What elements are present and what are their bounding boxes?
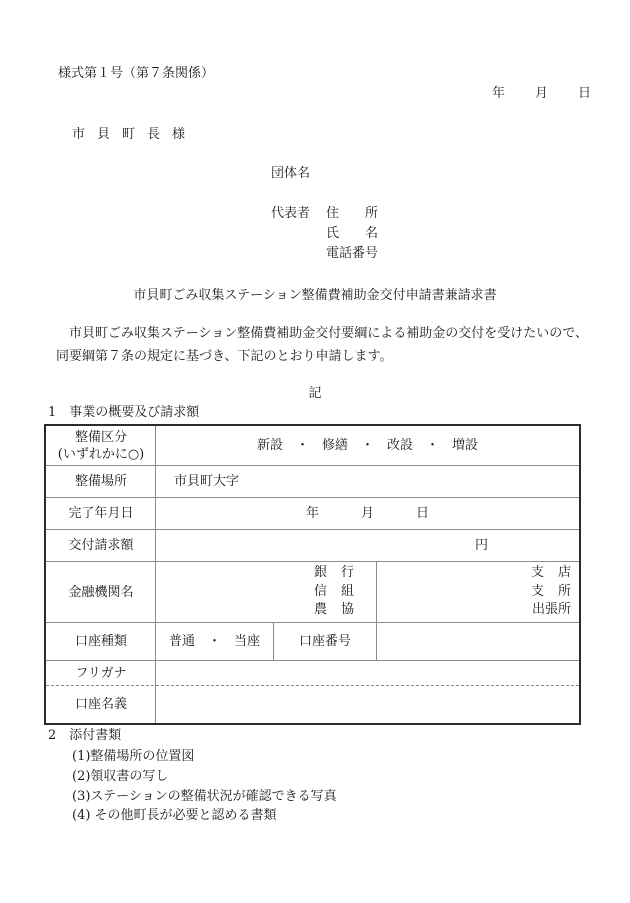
bank-type-list bbox=[314, 564, 354, 620]
branch-type-branch: 支 店 bbox=[531, 565, 571, 581]
attachment-item: (4) その他町長が必要と認める書類 bbox=[72, 808, 277, 823]
project-table bbox=[44, 424, 581, 725]
date-year: 年 bbox=[492, 86, 506, 101]
address-label-a: 住 bbox=[326, 206, 340, 221]
bank-type-ja: 農 協 bbox=[314, 602, 354, 618]
amount-field[interactable] bbox=[156, 530, 579, 561]
account-name-field[interactable] bbox=[156, 686, 579, 723]
completion-day: 日 bbox=[416, 506, 430, 521]
name-label-a: 氏 bbox=[326, 226, 340, 241]
date-day: 日 bbox=[578, 86, 592, 101]
location-field[interactable]: 市貝町大字 bbox=[174, 474, 240, 489]
phone-label bbox=[326, 246, 378, 262]
branch-type-sub-branch: 支 所 bbox=[531, 583, 571, 599]
completion-label: 完了年月日 bbox=[68, 506, 134, 521]
date-month: 月 bbox=[535, 86, 549, 101]
bank-type-bank: 銀 行 bbox=[314, 565, 354, 581]
attachment-item: (1)整備場所の位置図 bbox=[72, 749, 195, 764]
addressee: 市貝町長様 bbox=[72, 127, 198, 142]
branch-type-office: 出張所 bbox=[531, 602, 571, 618]
category-label-cell bbox=[46, 426, 156, 465]
attachment-item: (2)領収書の写し bbox=[72, 769, 169, 784]
bank-name-field[interactable] bbox=[156, 562, 376, 622]
body-paragraph: 市貝町ごみ収集ステーション整備費補助金交付要綱による補助金の交付を受けたいので、同要綱第７条の規定に基づき、下記のとおり申請します。 bbox=[56, 326, 588, 364]
address-label-b: 所 bbox=[364, 206, 378, 221]
category-label: 整備区分 bbox=[74, 429, 127, 445]
ki-heading: 記 bbox=[308, 386, 322, 401]
attachment-item: (3)ステーションの整備状況が確認できる写真 bbox=[72, 789, 337, 804]
bank-label: 金融機関名 bbox=[68, 584, 134, 600]
section1-heading: 1 事業の概要及び請求額 bbox=[48, 405, 200, 420]
phone-label-text: 電話番号 bbox=[326, 246, 379, 261]
amount-label: 交付請求額 bbox=[68, 538, 134, 553]
representative-label: 代表者 bbox=[271, 206, 311, 221]
account-name-label: 口座名義 bbox=[74, 697, 127, 712]
form-number: 様式第１号（第７条関係） bbox=[58, 66, 215, 81]
category-options[interactable]: 新設 ・ 修繕 ・ 改設 ・ 増設 bbox=[256, 438, 478, 453]
account-type-options[interactable]: 普通 ・ 当座 bbox=[168, 634, 260, 649]
completion-date-field[interactable] bbox=[156, 498, 579, 529]
furigana-field[interactable] bbox=[156, 661, 579, 685]
account-type-label: 口座種類 bbox=[74, 634, 127, 649]
address-label bbox=[326, 206, 378, 222]
organization-label: 団体名 bbox=[271, 166, 311, 181]
account-number-field[interactable] bbox=[377, 623, 579, 660]
completion-year: 年 bbox=[305, 506, 319, 521]
document-title: 市貝町ごみ収集ステーション整備費補助金交付申請書兼請求書 bbox=[133, 288, 497, 303]
branch-name-field[interactable] bbox=[377, 562, 579, 622]
branch-type-list bbox=[531, 564, 571, 620]
bank-type-credit-union: 信 組 bbox=[314, 583, 354, 599]
account-number-label: 口座番号 bbox=[298, 634, 351, 649]
location-label: 整備場所 bbox=[74, 474, 127, 489]
name-label-b: 名 bbox=[364, 226, 378, 241]
category-note: (いずれかに○) bbox=[57, 446, 145, 462]
completion-month: 月 bbox=[360, 506, 374, 521]
name-label bbox=[326, 226, 378, 242]
application-date bbox=[492, 86, 591, 102]
furigana-label: フリガナ bbox=[75, 665, 127, 681]
section2-heading: 2 添付書類 bbox=[48, 728, 122, 743]
amount-unit: 円 bbox=[474, 538, 488, 553]
